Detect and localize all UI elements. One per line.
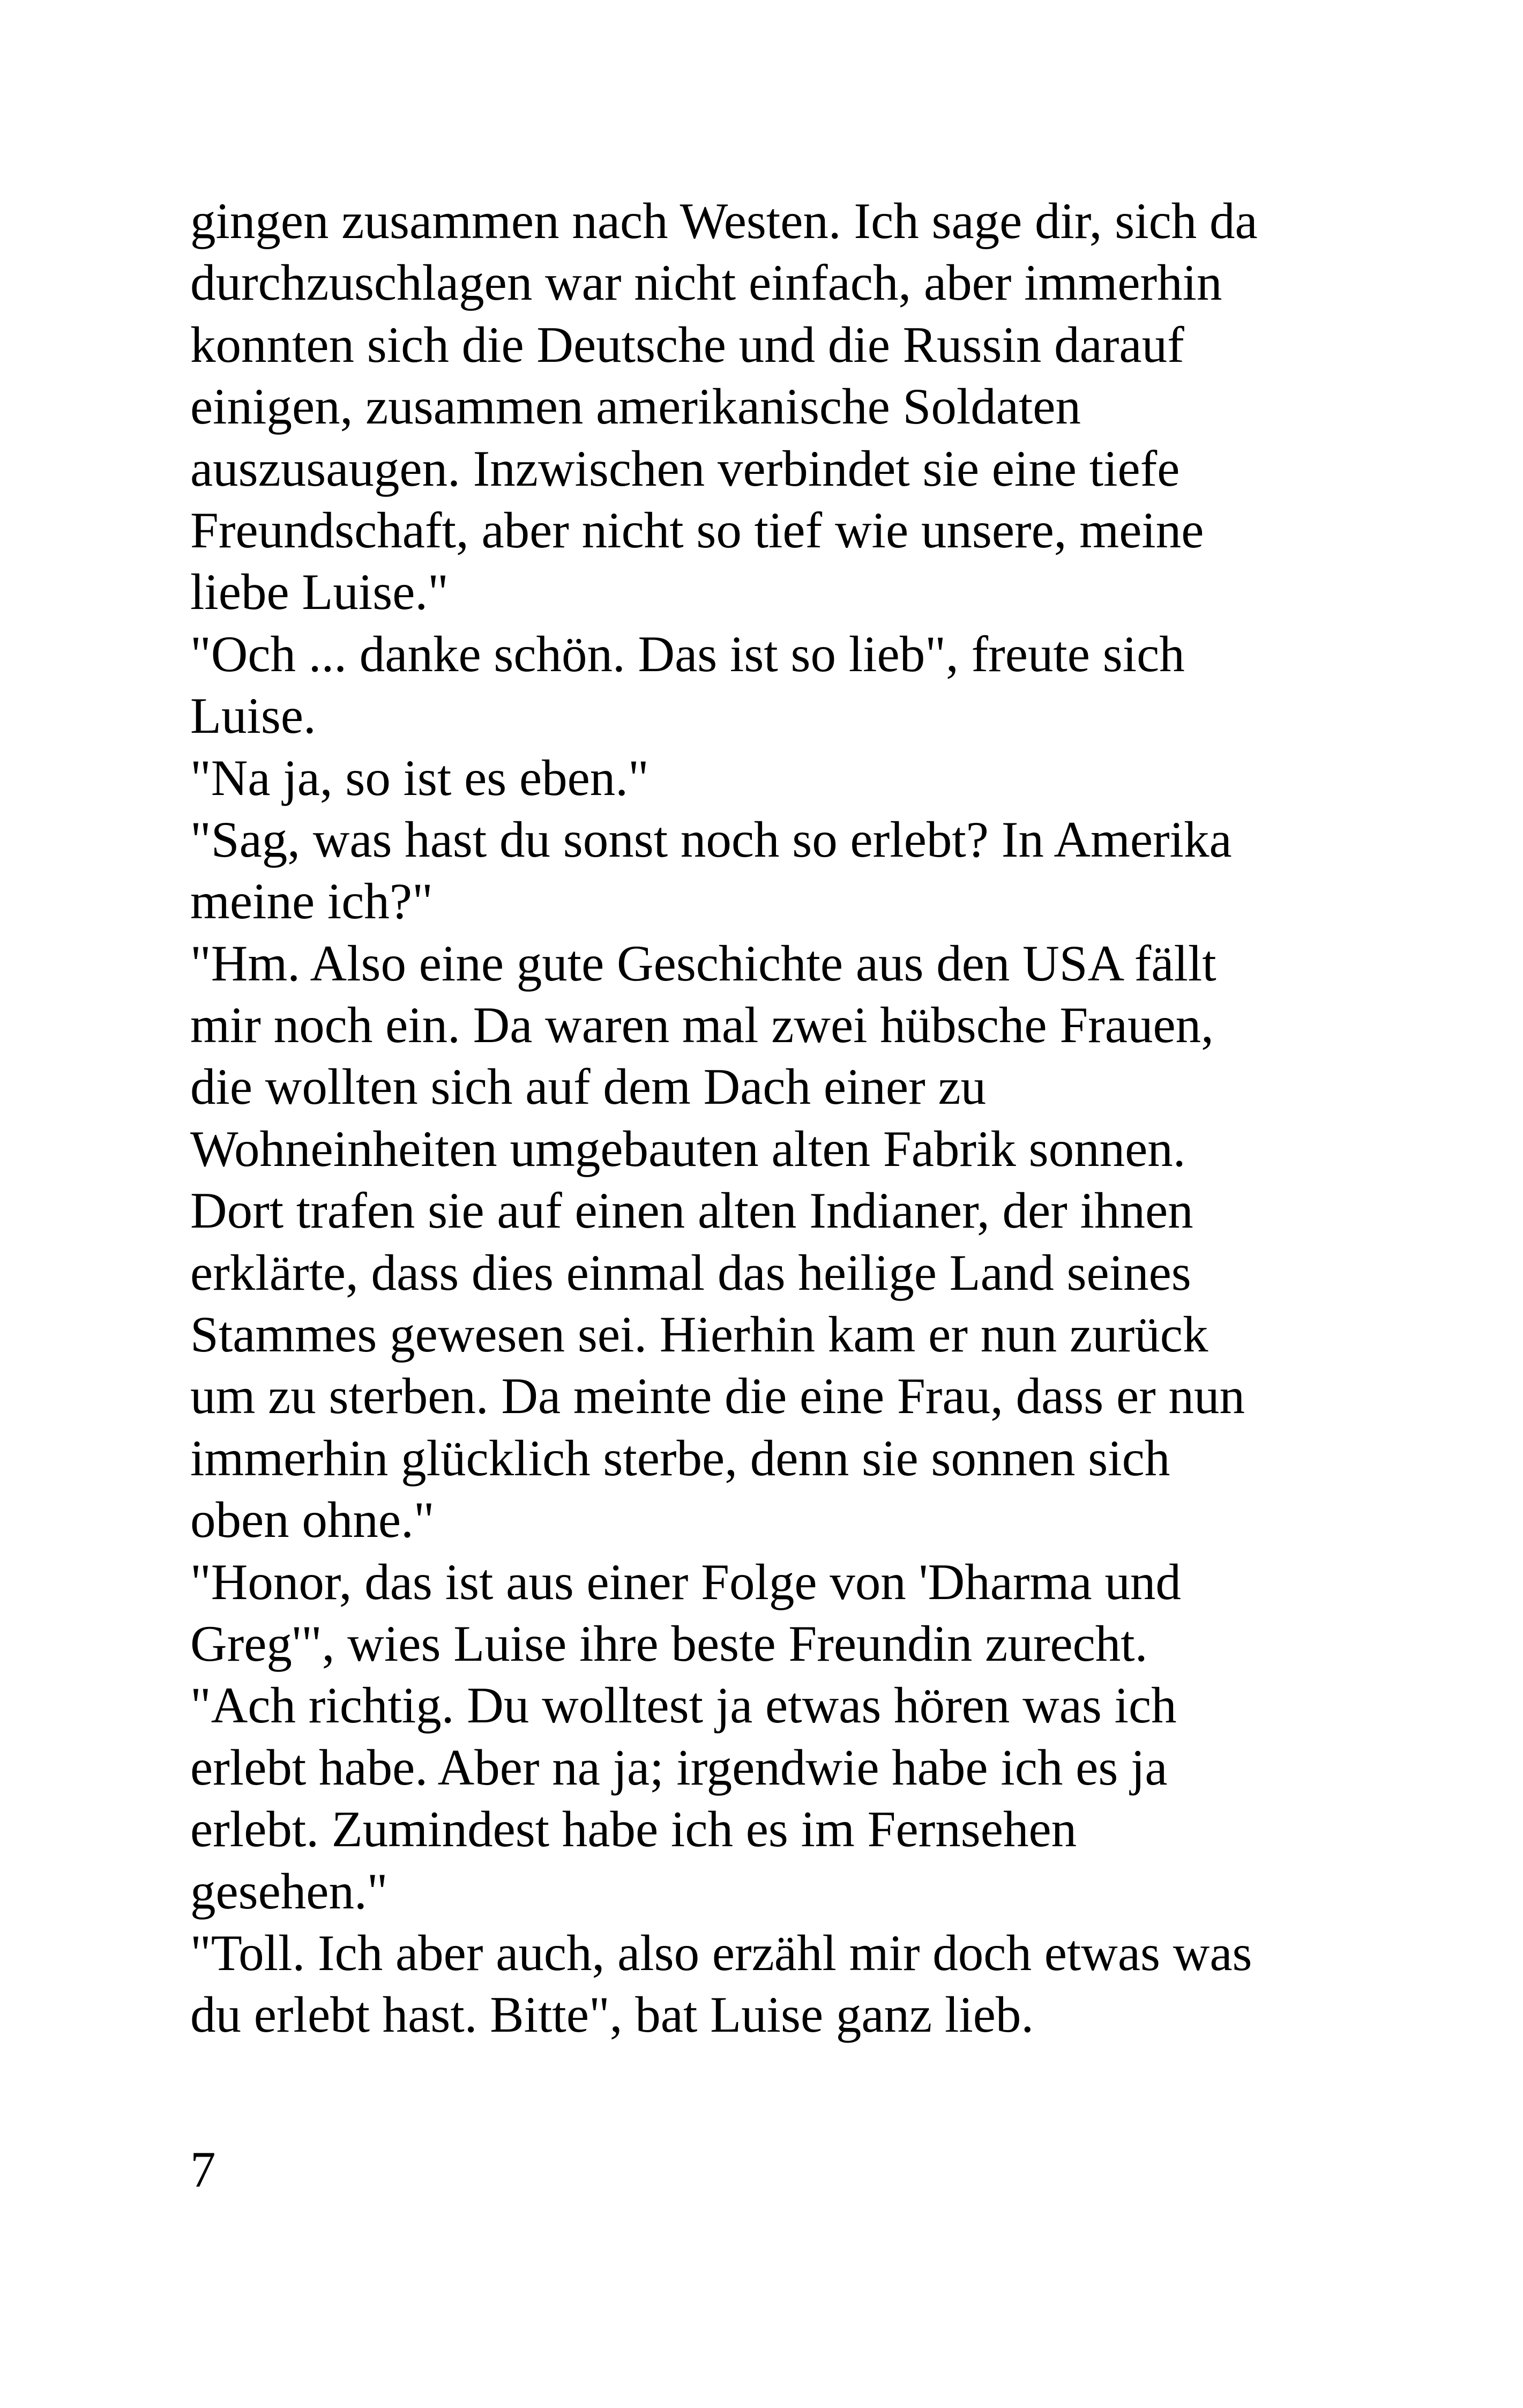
text-line: gingen zusammen nach Westen. Ich sage dir, sich da xyxy=(190,192,1258,249)
text-line: "Toll. Ich aber auch, also erzähl mir doch etwas was xyxy=(190,1924,1252,1981)
text-line: "Sag, was hast du sonst noch so erlebt? In Amerika xyxy=(190,811,1232,868)
text-line: auszusaugen. Inzwischen verbindet sie eine tiefe xyxy=(190,440,1180,497)
text-line: die wollten sich auf dem Dach einer zu xyxy=(190,1058,987,1116)
text-line: immerhin glücklich sterbe, denn sie sonnen sich xyxy=(190,1429,1170,1487)
text-line: Luise. xyxy=(190,687,316,745)
text-line: liebe Luise." xyxy=(190,563,449,621)
text-line: erlebt habe. Aber na ja; irgendwie habe ich es ja xyxy=(190,1738,1168,1796)
text-line: erklärte, dass dies einmal das heilige Land seines xyxy=(190,1244,1191,1301)
page-number: 7 xyxy=(190,2141,216,2198)
text-line: Wohneinheiten umgebauten alten Fabrik sonnen. xyxy=(190,1120,1186,1177)
text-line: "Ach richtig. Du wolltest ja etwas hören was ich xyxy=(190,1677,1177,1734)
text-line: Dort trafen sie auf einen alten Indianer, der ihnen xyxy=(190,1182,1193,1239)
text-line: um zu sterben. Da meinte die eine Frau, dass er nun xyxy=(190,1367,1245,1425)
text-line: durchzuschlagen war nicht einfach, aber immerhin xyxy=(190,254,1222,311)
text-line: einigen, zusammen amerikanische Soldaten xyxy=(190,378,1081,435)
text-line: Stammes gewesen sei. Hierhin kam er nun zurück xyxy=(190,1306,1208,1363)
text-line: "Na ja, so ist es eben." xyxy=(190,749,649,806)
text-line: du erlebt hast. Bitte", bat Luise ganz lieb. xyxy=(190,1986,1034,2043)
text-line: erlebt. Zumindest habe ich es im Fernsehen xyxy=(190,1801,1077,1858)
text-line: "Honor, das ist aus einer Folge von 'Dharma und xyxy=(190,1553,1181,1610)
text-line: konnten sich die Deutsche und die Russin darauf xyxy=(190,316,1184,373)
text-line: gesehen." xyxy=(190,1862,388,1920)
text-line: Freundschaft, aber nicht so tief wie unsere, meine xyxy=(190,501,1204,559)
text-line: "Hm. Also eine gute Geschichte aus den USA fällt xyxy=(190,934,1216,992)
text-line: "Och ... danke schön. Das ist so lieb", freute sich xyxy=(190,625,1185,682)
text-line: oben ohne." xyxy=(190,1491,435,1549)
text-line: meine ich?" xyxy=(190,873,433,930)
text-line: Greg'", wies Luise ihre beste Freundin zurecht. xyxy=(190,1615,1148,1672)
page-body-text xyxy=(190,190,1358,2046)
text-line: mir noch ein. Da waren mal zwei hübsche Frauen, xyxy=(190,997,1214,1054)
